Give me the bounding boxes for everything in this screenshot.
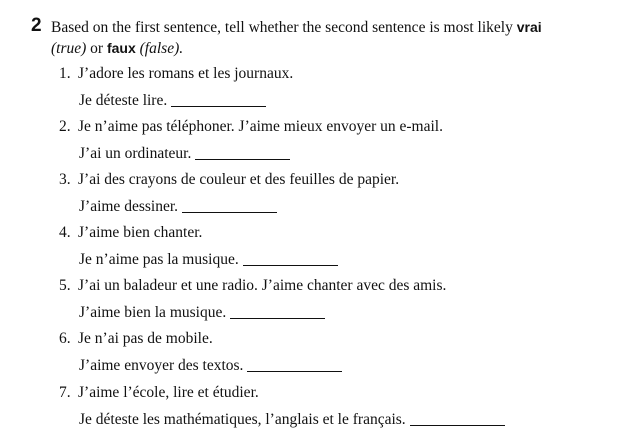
item-second-line — [79, 196, 277, 217]
item-second-line — [79, 409, 505, 430]
item-number: 3. — [59, 171, 71, 188]
item-first-sentence: Je n’ai pas de mobile. — [78, 330, 213, 347]
item-first-sentence: J’ai des crayons de couleur et des feuilles de papier. — [78, 171, 400, 188]
item-second-line — [79, 249, 338, 270]
item-second-sentence: Je déteste lire. — [79, 92, 168, 109]
item-second-line — [79, 302, 325, 323]
answer-blank-6[interactable] — [247, 357, 342, 372]
item-second-line — [79, 355, 342, 376]
item-second-sentence: Je déteste les mathématiques, l’anglais et le français. — [79, 411, 406, 428]
item-first-sentence: J’aime l’école, lire et étudier. — [78, 384, 259, 401]
keyword-vrai: vrai — [516, 19, 542, 35]
instruction-or: or — [90, 40, 104, 57]
answer-blank-3[interactable] — [182, 198, 277, 213]
item-first-sentence: J’ai un baladeur et une radio. J’aime chanter avec des amis. — [78, 277, 447, 294]
item-second-sentence: J’aime envoyer des textos. — [79, 357, 244, 374]
answer-blank-7[interactable] — [410, 411, 505, 426]
answer-blank-2[interactable] — [195, 145, 290, 160]
item-number: 1. — [59, 65, 71, 82]
item-number: 4. — [59, 224, 71, 241]
item-number: 6. — [59, 330, 71, 347]
item-second-sentence: J’aime dessiner. — [79, 198, 179, 215]
answer-blank-5[interactable] — [230, 304, 325, 319]
item-number: 5. — [59, 277, 71, 294]
item-first-sentence: J’aime bien chanter. — [78, 224, 203, 241]
item-first-sentence: Je n’aime pas téléphoner. J’aime mieux envoyer un e-mail. — [78, 118, 443, 135]
exercise-number: 2 — [31, 15, 42, 36]
answer-blank-1[interactable] — [171, 92, 266, 107]
item-second-line — [79, 143, 290, 164]
gloss-true: (true) — [51, 40, 87, 57]
item-second-sentence: J’ai un ordinateur. — [79, 145, 192, 162]
item-second-sentence: J’aime bien la musique. — [79, 304, 227, 321]
item-first-sentence: J’adore les romans et les journaux. — [78, 65, 294, 82]
answer-blank-4[interactable] — [243, 251, 338, 266]
instruction-line-1 — [51, 17, 611, 38]
item-number: 7. — [59, 384, 71, 401]
gloss-false: (false). — [139, 40, 184, 57]
item-second-sentence: Je n’aime pas la musique. — [79, 251, 239, 268]
item-second-line — [79, 90, 266, 111]
item-number: 2. — [59, 118, 71, 135]
instruction-line-2 — [51, 38, 611, 59]
instruction-text: Based on the first sentence, tell whether the second sentence is most likely — [51, 19, 513, 36]
keyword-faux: faux — [106, 40, 136, 56]
